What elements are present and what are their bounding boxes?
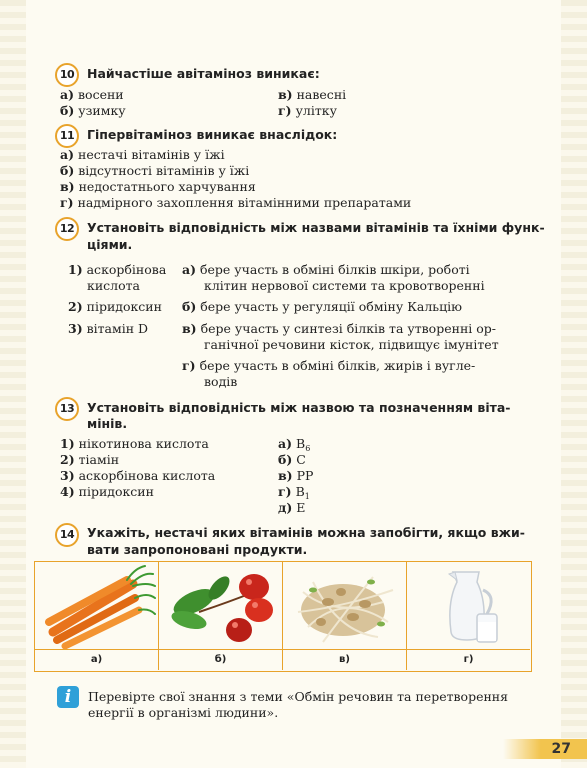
page-border-left xyxy=(0,0,26,768)
info-icon: i xyxy=(57,686,79,708)
question-14-text-line1: Укажіть, нестачі яких вітамінів можна запобігти, якщо вжи- xyxy=(87,525,525,540)
q13-right-e: д) E xyxy=(278,500,306,515)
product-caption-d: г) xyxy=(407,649,530,670)
question-number-13: 13 xyxy=(55,397,79,421)
q10-option-c: в) навесні xyxy=(278,87,347,102)
q13-left-3: 3) аскорбінова кислота xyxy=(60,468,216,483)
q12-right-c: в) бере участь у синтезі білків та утворенні ор- xyxy=(182,321,496,336)
q12-right-a-cont: клітин нервової системи та кровотворенні xyxy=(204,278,485,293)
q10-option-b: б) узимку xyxy=(60,103,126,118)
page-border-right xyxy=(561,0,587,768)
q12-right-c-cont: ганічної речовини кісток, підвищує імунітет xyxy=(204,337,499,352)
q10-option-d: г) улітку xyxy=(278,103,337,118)
q11-option-d: г) надмірного захоплення вітамінними препаратами xyxy=(60,195,412,210)
q13-right-b: б) C xyxy=(278,452,306,467)
q11-option-c: в) недостатнього харчування xyxy=(60,179,256,194)
rosehip-image xyxy=(159,562,282,650)
q12-left-1-cont: кислота xyxy=(87,278,140,293)
q12-right-b: б) бере участь у регуляції обміну Кальцію xyxy=(182,299,462,314)
q12-left-1: 1) аскорбінова xyxy=(68,262,167,277)
product-caption-a: а) xyxy=(35,649,158,670)
milk-image xyxy=(407,562,530,650)
question-number-14: 14 xyxy=(55,523,79,547)
question-13-text-line2: мінів. xyxy=(87,416,128,431)
q12-left-3: 3) вітамін D xyxy=(68,321,149,336)
info-text-line1: Перевірте свої знання з теми «Обмін речовин та перетворення xyxy=(88,689,509,704)
carrot-image xyxy=(35,562,158,650)
question-11-text: Гіпервітаміноз виникає внаслідок: xyxy=(87,127,338,142)
q13-left-4: 4) піридоксин xyxy=(60,484,154,499)
info-text-line2: енергії в організмі людини». xyxy=(88,705,279,720)
q13-left-1: 1) нікотинова кислота xyxy=(60,436,209,451)
q11-option-b: б) відсутності вітамінів у їжі xyxy=(60,163,250,178)
question-number-11: 11 xyxy=(55,124,79,148)
q13-right-c: в) PP xyxy=(278,468,314,483)
product-cell-carrot xyxy=(35,562,159,670)
question-13-text-line1: Установіть відповідність між назвою та позначенням віта- xyxy=(87,400,511,415)
q12-right-d-cont: водів xyxy=(204,374,238,389)
product-cell-rosehip xyxy=(159,562,283,670)
question-number-10: 10 xyxy=(55,63,79,87)
q11-option-a: а) нестачі вітамінів у їжі xyxy=(60,147,225,162)
product-caption-c: в) xyxy=(283,649,406,670)
question-14-text-line2: вати запропоновані продукти. xyxy=(87,542,308,557)
q13-left-2: 2) тіамін xyxy=(60,452,120,467)
q12-left-2: 2) піридоксин xyxy=(68,299,162,314)
q12-right-d: г) бере участь в обміні білків, жирів і вугле- xyxy=(182,358,476,373)
question-12-text-line1: Установіть відповідність між назвами вітамінів та їхніми функ- xyxy=(87,220,545,235)
products-table xyxy=(34,561,532,672)
product-caption-b: б) xyxy=(159,649,282,670)
q13-right-d: г) $B_1$ xyxy=(278,484,310,501)
q12-right-a: а) бере участь в обміні білків шкіри, роботі xyxy=(182,262,470,277)
sprouts-image xyxy=(283,562,406,650)
page-number: 27 xyxy=(503,739,587,759)
question-number-12: 12 xyxy=(55,217,79,241)
product-cell-milk xyxy=(407,562,530,670)
question-10-text: Найчастіше авітаміноз виникає: xyxy=(87,66,320,81)
q10-option-a: а) восени xyxy=(60,87,124,102)
q13-right-a: а) $B_6$ xyxy=(278,436,311,453)
product-cell-sprouts xyxy=(283,562,407,670)
question-12-text-line2: ціями. xyxy=(87,237,133,252)
